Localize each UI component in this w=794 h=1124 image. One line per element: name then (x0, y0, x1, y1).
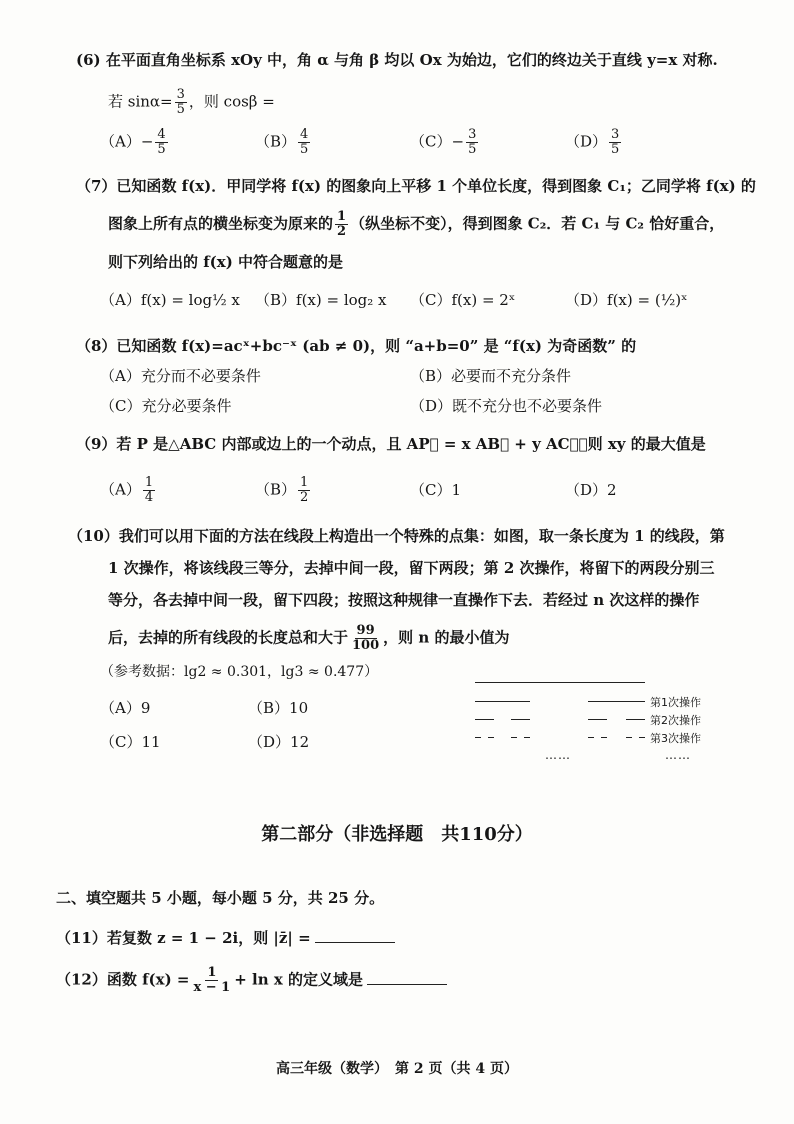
page-footer: 高三年级（数学） 第 2 页（共 4 页） (276, 1061, 518, 1077)
segment-step3 (626, 737, 632, 738)
q10-option-d: （D）12 (248, 733, 310, 751)
frac-num: 1 (300, 475, 309, 490)
q9-stem: （9）若 P 是△ABC 内部或边上的一个动点，且 AP⃗ = x AB⃗ + y AC⃗，则 xy 的最大值是 (76, 435, 706, 453)
option-label: （B） (255, 480, 297, 499)
option-sign: − (140, 132, 154, 151)
section-heading: 二、填空题共 5 小题，每小题 5 分，共 25 分。 (56, 889, 385, 907)
q9-option-c: （C）1 (410, 481, 462, 499)
q10-stem-line3: 等分，各去掉中间一段，留下四段；按照这种规律一直操作下去．若经过 n 次这样的操作 (108, 591, 700, 609)
q9-option-d: （D）2 (565, 481, 617, 499)
frac-num: 4 (157, 127, 166, 142)
option-fraction (466, 128, 478, 157)
q8-option-c: （C）充分必要条件 (100, 397, 232, 415)
section-title: 第二部分（非选择题 共110分） (261, 824, 533, 845)
q7-option-b: （B）f(x) = log₂ x (255, 291, 387, 309)
segment-step3 (639, 737, 645, 738)
q8-option-a: （A）充分而不必要条件 (100, 367, 261, 385)
frac-den: 4 (144, 490, 154, 505)
frac-den: 5 (611, 142, 620, 157)
q8-option-d: （D）既不充分也不必要条件 (410, 397, 603, 415)
q10-reference-data: （参考数据：lg2 ≈ 0.301，lg3 ≈ 0.477） (100, 664, 379, 680)
q10-frac-num: 99 (356, 623, 375, 638)
option-fraction (298, 128, 310, 157)
segment-step3 (511, 737, 517, 738)
q8-option-b: （B）必要而不充分条件 (410, 367, 572, 385)
q10-stem-line1: （10）我们可以用下面的方法在线段上构造出一个特殊的点集：如图，取一条长度为 1 的线段，第 (68, 527, 725, 545)
segment-step2 (475, 719, 494, 720)
frac-num: 1 (144, 475, 154, 490)
segment-step2 (511, 719, 530, 720)
q10-text-pre: 后，去掉的所有线段的长度总和大于 (108, 628, 349, 647)
segment-step3 (488, 737, 494, 738)
q12-frac-den: x − 1 (193, 980, 231, 995)
segment-step2 (588, 719, 607, 720)
q12-answer-blank[interactable] (367, 970, 447, 985)
option-fraction (609, 128, 621, 157)
q7-option-a: （A）f(x) = log½ x (100, 291, 240, 309)
q10-text-post: ，则 n 的最小值为 (383, 628, 510, 647)
option-fraction (298, 476, 310, 505)
q6-option-a (100, 128, 170, 157)
q6-stem-line2 (108, 88, 275, 117)
option-fraction (143, 476, 155, 505)
q11-text: （11）若复数 z = 1 − 2i，则 |z̄| = (56, 929, 311, 947)
q6-option-b (255, 128, 312, 157)
segment-original (475, 682, 645, 683)
segment-step3 (475, 737, 481, 738)
option-sign: − (451, 132, 465, 151)
q6-fraction (175, 88, 187, 117)
q10-fraction (350, 624, 381, 653)
q7-text-post: （纵坐标不变），得到图象 C₂．若 C₁ 与 C₂ 恰好重合， (350, 214, 725, 233)
q7-frac-den: 2 (337, 224, 347, 239)
q7-fraction (335, 210, 348, 239)
q7-stem-line1: （7）已知函数 f(x)．甲同学将 f(x) 的图象向上平移 1 个单位长度，得到图象 C₁；乙同学将 f(x) 的 (76, 177, 756, 195)
step1-label: 第1次操作 (650, 696, 701, 709)
q11 (56, 928, 395, 948)
segment-step3 (524, 737, 530, 738)
frac-num: 3 (468, 127, 477, 142)
q12-text-pre: （12）函数 f(x) = (56, 970, 190, 989)
q7-option-c: （C）f(x) = 2ˣ (410, 291, 516, 309)
step3-label: 第3次操作 (650, 732, 701, 745)
q10-option-b: （B）10 (248, 699, 309, 717)
option-fraction (155, 128, 167, 157)
segment-step2 (626, 719, 645, 720)
q6-frac-den: 5 (176, 102, 185, 117)
frac-den: 5 (157, 142, 166, 157)
frac-num: 4 (300, 127, 309, 142)
option-label: （C） (410, 132, 452, 151)
q10-stem-line4 (108, 624, 510, 653)
q6-text-pre: 若 sinα= (108, 92, 173, 111)
q8-stem: （8）已知函数 f(x)=acˣ+bc⁻ˣ (ab ≠ 0)，则 “a+b=0” 是 “f(x) 为奇函数” 的 (76, 337, 637, 355)
frac-num: 3 (611, 127, 620, 142)
q7-stem-line3: 则下列给出的 f(x) 中符合题意的是 (108, 253, 344, 271)
q11-answer-blank[interactable] (315, 928, 395, 943)
q10-option-c: （C）11 (100, 733, 161, 751)
q10-option-a: （A）9 (100, 699, 151, 717)
frac-den: 5 (300, 142, 309, 157)
q6-stem-line1: (6) 在平面直角坐标系 xOy 中，角 α 与角 β 均以 Ox 为始边，它们的终边关于直线 y=x 对称. (76, 51, 718, 69)
q10-frac-den: 100 (352, 638, 380, 653)
q9-option-a (100, 476, 157, 505)
q6-text-post: ，则 cosβ = (188, 92, 275, 111)
option-label: （D） (565, 132, 608, 151)
segment-step1 (475, 701, 530, 702)
segment-step3 (601, 737, 607, 738)
q7-text-pre: 图象上所有点的横坐标变为原来的 (108, 214, 334, 233)
q12-fraction (191, 966, 232, 995)
ellipsis-left: …… (545, 748, 571, 762)
option-label: （B） (255, 132, 297, 151)
q12 (56, 966, 447, 995)
q9-option-b (255, 476, 312, 505)
segment-step3 (588, 737, 594, 738)
segment-step1 (588, 701, 645, 702)
cantor-set-diagram (470, 672, 730, 772)
q12-text-post: + ln x 的定义域是 (234, 970, 364, 989)
option-label: （A） (100, 480, 141, 499)
q6-frac-num: 3 (176, 87, 185, 102)
q7-stem-line2 (108, 210, 724, 239)
frac-den: 2 (300, 490, 309, 505)
frac-den: 5 (468, 142, 477, 157)
q7-frac-num: 1 (337, 209, 347, 224)
step2-label: 第2次操作 (650, 714, 701, 727)
q12-frac-num: 1 (207, 965, 217, 980)
q7-option-d: （D）f(x) = (½)ˣ (565, 291, 688, 309)
q6-option-d (565, 128, 623, 157)
ellipsis-right: …… (665, 748, 691, 762)
q6-option-c (410, 128, 480, 157)
option-label: （A） (100, 132, 141, 151)
q10-stem-line2: 1 次操作，将该线段三等分，去掉中间一段，留下两段；第 2 次操作，将留下的两段分别三 (108, 559, 715, 577)
